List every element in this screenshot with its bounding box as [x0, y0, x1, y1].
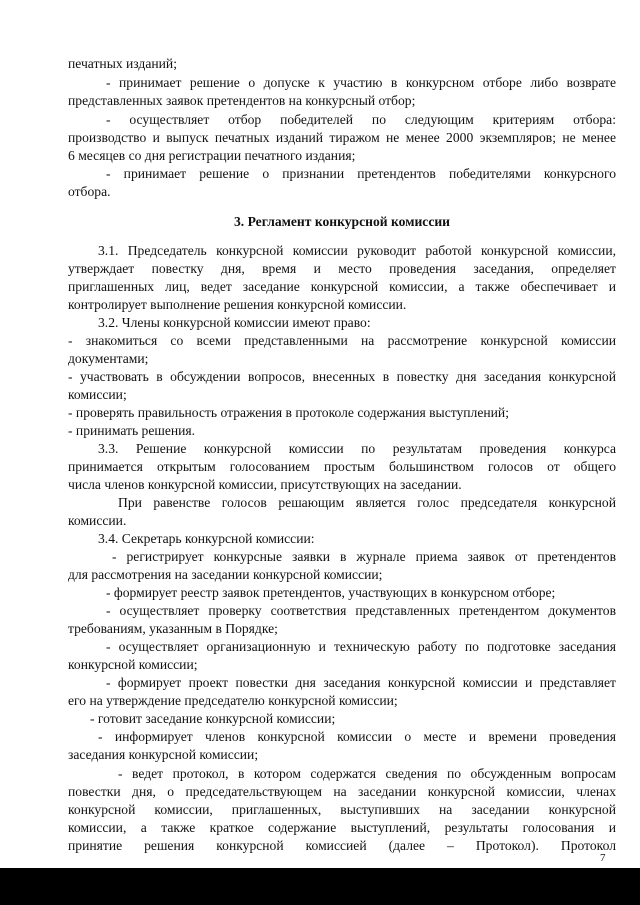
text-line: принятие решения конкурсной комиссией (далее – Протокол). Протокол — [68, 838, 616, 853]
text-line: печатных изданий; — [68, 56, 177, 71]
text-line: - готовит заседание конкурсной комиссии; — [90, 711, 336, 726]
text-line: принимается открытым голосованием простым большинством голосов от общего — [68, 459, 616, 474]
text-line: повестки дня, о председательствующем на заседании конкурсной комиссии, членах — [68, 784, 616, 799]
text-line: 6 месяцев со дня регистрации печатного издания; — [68, 148, 356, 163]
text-line: - информирует членов конкурсной комиссии о месте и времени проведения — [98, 729, 616, 744]
text-line: - осуществляет проверку соответствия представленных претендентом документов — [106, 603, 616, 618]
text-line: конкурсной комиссии; — [68, 657, 198, 672]
text-line: - осуществляет организационную и техническую работу по подготовке заседания — [106, 639, 616, 654]
text-line: - знакомиться со всеми представленными на рассмотрение конкурсной комиссии — [68, 333, 616, 348]
text-line: комиссии, а также краткое содержание выступлений, результаты голосования и — [68, 820, 616, 835]
text-line: заседания конкурсной комиссии; — [68, 747, 259, 762]
page-number: 7 — [600, 852, 606, 864]
text-line: - участвовать в обсуждении вопросов, внесенных в повестку дня заседания конкурсной — [68, 369, 616, 384]
text-line: - принимает решение о признании претендентов победителями конкурсного — [106, 166, 616, 181]
text-line: контролирует выполнение решения конкурсной комиссии. — [68, 297, 407, 312]
text-line: комиссии; — [68, 387, 127, 402]
text-line: 3.2. Члены конкурсной комиссии имеют право: — [98, 315, 371, 330]
text-line: требованиям, указанным в Порядке; — [68, 621, 278, 636]
text-line: утверждает повестку дня, время и место проведения заседания, определяет — [68, 261, 616, 276]
section-heading: 3. Регламент конкурсной комиссии — [233, 214, 451, 229]
text-line: его на утверждение председателю конкурсной комиссии; — [68, 693, 398, 708]
text-line: отбора. — [68, 184, 111, 199]
text-line: - принимает решение о допуске к участию в конкурсном отборе либо возврате — [106, 75, 616, 90]
text-line: для рассмотрения на заседании конкурсной комиссии; — [68, 567, 383, 582]
text-line: 3.3. Решение конкурсной комиссии по результатам проведения конкурса — [98, 441, 616, 456]
text-line: - регистрирует конкурсные заявки в журнале приема заявок от претендентов — [112, 549, 616, 564]
text-line: - осуществляет отбор победителей по следующим критериям отбора: — [106, 112, 616, 127]
text-line: 3.4. Секретарь конкурсной комиссии: — [98, 531, 315, 546]
text-line: документами; — [68, 351, 149, 366]
text-line: приглашенных лиц, ведет заседание конкурсной комиссии, а также обеспечивает и — [68, 279, 616, 294]
text-line: - ведет протокол, в котором содержатся сведения по обсужденным вопросам — [118, 766, 616, 781]
text-line: - формирует проект повестки дня заседания конкурсной комиссии и представляет — [106, 675, 616, 690]
text-line: представленных заявок претендентов на конкурсный отбор; — [68, 93, 416, 108]
text-line: - формирует реестр заявок претендентов, участвующих в конкурсном отборе; — [106, 585, 556, 600]
text-line: конкурсной комиссии, приглашенных, выступивших на заседании конкурсной — [68, 802, 616, 817]
text-line: 3.1. Председатель конкурсной комиссии руководит работой конкурсной комиссии, — [98, 243, 616, 258]
text-line: - принимать решения. — [68, 423, 196, 438]
text-line: числа членов конкурсной комиссии, присутствующих на заседании. — [68, 477, 462, 492]
text-line: - проверять правильность отражения в протоколе содержания выступлений; — [68, 405, 509, 420]
scan-border — [0, 868, 640, 905]
text-line: При равенстве голосов решающим является голос председателя конкурсной — [118, 495, 616, 510]
text-line: производство и выпуск печатных изданий тиражом не менее 2000 экземпляров; не менее — [68, 130, 616, 145]
text-line: комиссии. — [68, 513, 127, 528]
